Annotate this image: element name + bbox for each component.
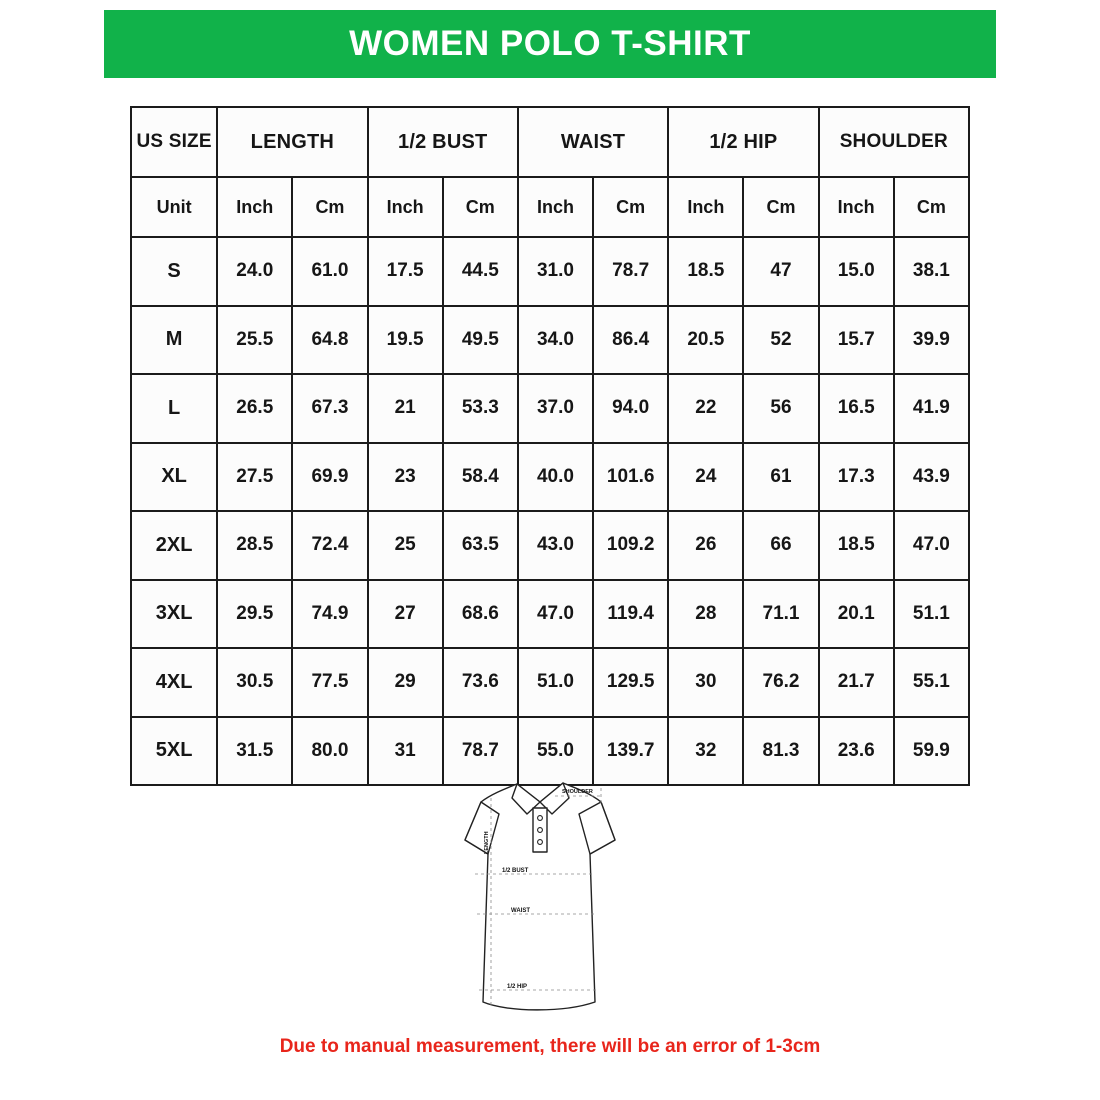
size-chart-table [130, 106, 970, 786]
row-size-label: 3XL [131, 580, 217, 649]
column-header-waist: WAIST [518, 107, 668, 177]
table-cell: 30.5 [217, 648, 292, 717]
table-cell: 47.0 [518, 580, 593, 649]
table-cell: 109.2 [593, 511, 668, 580]
table-cell: 38.1 [894, 237, 969, 306]
table-cell: 44.5 [443, 237, 518, 306]
table-cell: 73.6 [443, 648, 518, 717]
unit-cell: Inch [518, 177, 593, 237]
table-cell: 55.0 [518, 717, 593, 786]
table-cell: 40.0 [518, 443, 593, 512]
table-cell: 55.1 [894, 648, 969, 717]
column-header-us-size: US SIZE [131, 107, 217, 177]
table-cell: 101.6 [593, 443, 668, 512]
table-cell: 21 [368, 374, 443, 443]
table-cell: 139.7 [593, 717, 668, 786]
column-header-half-bust: 1/2 BUST [368, 107, 518, 177]
table-cell: 34.0 [518, 306, 593, 375]
size-table-wrapper [130, 106, 970, 786]
table-cell: 78.7 [593, 237, 668, 306]
table-cell: 25 [368, 511, 443, 580]
table-cell: 69.9 [292, 443, 367, 512]
table-cell: 129.5 [593, 648, 668, 717]
diagram-label-half-hip: 1/2 HIP [507, 984, 528, 990]
table-cell: 58.4 [443, 443, 518, 512]
table-cell: 28.5 [217, 511, 292, 580]
diagram-label-waist: WAIST [511, 908, 530, 914]
table-cell: 24 [668, 443, 743, 512]
table-row [131, 511, 969, 580]
table-cell: 63.5 [443, 511, 518, 580]
table-cell: 81.3 [743, 717, 818, 786]
table-cell: 47 [743, 237, 818, 306]
table-cell: 30 [668, 648, 743, 717]
table-cell: 24.0 [217, 237, 292, 306]
table-cell: 61.0 [292, 237, 367, 306]
table-cell: 51.0 [518, 648, 593, 717]
table-cell: 51.1 [894, 580, 969, 649]
table-cell: 43.9 [894, 443, 969, 512]
table-cell: 86.4 [593, 306, 668, 375]
table-cell: 23.6 [819, 717, 894, 786]
unit-cell: Inch [217, 177, 292, 237]
row-size-label: XL [131, 443, 217, 512]
row-size-label: L [131, 374, 217, 443]
table-cell: 19.5 [368, 306, 443, 375]
table-cell: 28 [668, 580, 743, 649]
table-cell: 29 [368, 648, 443, 717]
unit-cell: Cm [292, 177, 367, 237]
column-header-length: LENGTH [217, 107, 367, 177]
column-header-half-hip: 1/2 HIP [668, 107, 818, 177]
table-cell: 15.0 [819, 237, 894, 306]
table-cell: 76.2 [743, 648, 818, 717]
row-size-label: 4XL [131, 648, 217, 717]
page-title: WOMEN POLO T-SHIRT [349, 24, 751, 63]
table-cell: 59.9 [894, 717, 969, 786]
diagram-label-length: LENGTH [484, 831, 490, 854]
table-group-header-row [131, 107, 969, 177]
table-cell: 77.5 [292, 648, 367, 717]
table-row [131, 237, 969, 306]
table-cell: 31 [368, 717, 443, 786]
table-cell: 52 [743, 306, 818, 375]
table-cell: 25.5 [217, 306, 292, 375]
unit-cell: Cm [443, 177, 518, 237]
polo-shirt-diagram [455, 762, 650, 1030]
unit-cell: Cm [593, 177, 668, 237]
table-cell: 64.8 [292, 306, 367, 375]
table-cell: 72.4 [292, 511, 367, 580]
table-row [131, 306, 969, 375]
row-size-label: M [131, 306, 217, 375]
table-cell: 94.0 [593, 374, 668, 443]
table-cell: 78.7 [443, 717, 518, 786]
table-cell: 22 [668, 374, 743, 443]
unit-cell: Cm [894, 177, 969, 237]
table-cell: 43.0 [518, 511, 593, 580]
table-cell: 17.3 [819, 443, 894, 512]
table-unit-row [131, 177, 969, 237]
table-cell: 29.5 [217, 580, 292, 649]
row-size-label: 5XL [131, 717, 217, 786]
unit-cell: Inch [368, 177, 443, 237]
measurement-note: Due to manual measurement, there will be an error of 1-3cm [279, 1036, 821, 1057]
unit-cell: Inch [819, 177, 894, 237]
row-size-label: S [131, 237, 217, 306]
table-row [131, 648, 969, 717]
table-cell: 71.1 [743, 580, 818, 649]
table-cell: 15.7 [819, 306, 894, 375]
unit-cell: Inch [668, 177, 743, 237]
table-cell: 18.5 [668, 237, 743, 306]
table-row [131, 374, 969, 443]
unit-label: Unit [131, 177, 217, 237]
table-cell: 47.0 [894, 511, 969, 580]
table-cell: 27.5 [217, 443, 292, 512]
table-row [131, 580, 969, 649]
table-cell: 21.7 [819, 648, 894, 717]
diagram-label-half-bust: 1/2 BUST [502, 868, 529, 874]
table-cell: 119.4 [593, 580, 668, 649]
table-row [131, 443, 969, 512]
table-cell: 37.0 [518, 374, 593, 443]
header-banner [104, 10, 996, 78]
row-size-label: 2XL [131, 511, 217, 580]
table-cell: 66 [743, 511, 818, 580]
table-cell: 20.5 [668, 306, 743, 375]
table-cell: 23 [368, 443, 443, 512]
table-cell: 49.5 [443, 306, 518, 375]
diagram-label-shoulder: SHOULDER [562, 789, 593, 795]
table-cell: 31.5 [217, 717, 292, 786]
table-cell: 27 [368, 580, 443, 649]
table-cell: 18.5 [819, 511, 894, 580]
table-cell: 67.3 [292, 374, 367, 443]
table-cell: 74.9 [292, 580, 367, 649]
table-cell: 68.6 [443, 580, 518, 649]
table-cell: 32 [668, 717, 743, 786]
table-cell: 26 [668, 511, 743, 580]
table-cell: 16.5 [819, 374, 894, 443]
table-cell: 20.1 [819, 580, 894, 649]
table-cell: 17.5 [368, 237, 443, 306]
table-cell: 41.9 [894, 374, 969, 443]
table-cell: 53.3 [443, 374, 518, 443]
table-cell: 80.0 [292, 717, 367, 786]
table-cell: 31.0 [518, 237, 593, 306]
column-header-shoulder: SHOULDER [819, 107, 969, 177]
table-cell: 26.5 [217, 374, 292, 443]
table-cell: 61 [743, 443, 818, 512]
table-cell: 56 [743, 374, 818, 443]
unit-cell: Cm [743, 177, 818, 237]
table-cell: 39.9 [894, 306, 969, 375]
